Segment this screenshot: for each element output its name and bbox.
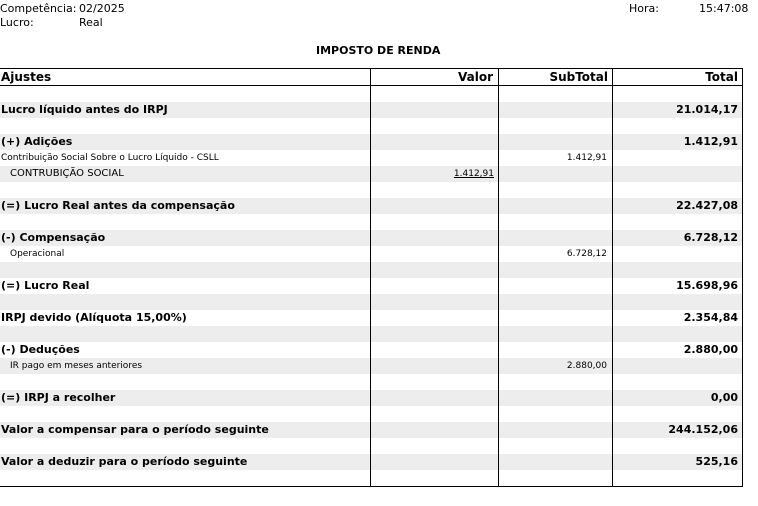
table-row — [0, 102, 742, 118]
column-divider — [370, 68, 371, 487]
column-divider — [612, 68, 613, 487]
table-row — [0, 278, 742, 294]
row-total: 1.412,91 — [683, 135, 738, 148]
table-row — [0, 310, 742, 326]
row-label: (-) Compensação — [1, 231, 106, 244]
column-divider — [498, 68, 499, 487]
row-label: Contribuição Social Sobre o Lucro Líquido - CSLL — [1, 153, 219, 163]
row-total: 525,16 — [695, 455, 738, 468]
row-band-shade — [0, 262, 742, 278]
table-row — [0, 454, 742, 470]
row-label: Valor a deduzir para o período seguinte — [1, 455, 248, 468]
header-bottom-border — [0, 85, 743, 86]
row-subtotal: 2.880,00 — [566, 361, 607, 371]
row-label: (-) Deduções — [1, 343, 80, 356]
table-row — [0, 134, 742, 150]
report-table — [0, 68, 743, 487]
lucro-value: Real — [79, 16, 103, 29]
row-total: 0,00 — [710, 391, 738, 404]
row-total: 2.880,00 — [683, 343, 738, 356]
row-total: 6.728,12 — [683, 231, 738, 244]
hora-label: Hora: — [629, 2, 659, 15]
row-label: CONTRUBIÇÃO SOCIAL — [10, 168, 124, 179]
report-title: IMPOSTO DE RENDA — [316, 44, 441, 57]
competencia-label: Competência: — [0, 2, 77, 15]
table-row — [0, 166, 742, 182]
row-total: 22.427,08 — [676, 199, 738, 212]
table-row — [0, 390, 742, 406]
table-row — [0, 246, 742, 262]
row-label: (=) IRPJ a recolher — [1, 391, 116, 404]
lucro-label: Lucro: — [0, 16, 34, 29]
column-header-subtotal: SubTotal — [549, 70, 608, 84]
row-valor: 1.412,91 — [453, 169, 494, 179]
row-label: Lucro líquido antes do IRPJ — [1, 103, 168, 116]
table-top-border — [0, 68, 743, 69]
row-label: IR pago em meses anteriores — [10, 361, 143, 371]
column-header-total: Total — [705, 70, 738, 84]
competencia-value: 02/2025 — [79, 2, 125, 15]
row-band-shade — [0, 294, 742, 310]
row-label: (=) Lucro Real — [1, 279, 90, 292]
table-row — [0, 358, 742, 374]
row-label: IRPJ devido (Alíquota 15,00%) — [1, 311, 187, 324]
row-total: 2.354,84 — [683, 311, 738, 324]
row-total: 244.152,06 — [668, 423, 738, 436]
row-label: Operacional — [10, 249, 65, 259]
column-header-ajustes: Ajustes — [1, 70, 52, 84]
column-header-valor: Valor — [457, 70, 493, 84]
table-row — [0, 342, 742, 358]
row-subtotal: 6.728,12 — [566, 249, 607, 259]
row-label: Valor a compensar para o período seguinte — [1, 423, 269, 436]
row-label: (+) Adições — [1, 135, 73, 148]
row-band-shade — [0, 326, 742, 342]
hora-value: 15:47:08 — [699, 2, 749, 15]
row-label: (=) Lucro Real antes da compensação — [1, 199, 235, 212]
row-subtotal: 1.412,91 — [566, 153, 607, 163]
table-row — [0, 150, 742, 166]
row-total: 21.014,17 — [676, 103, 738, 116]
table-row — [0, 198, 742, 214]
table-row — [0, 230, 742, 246]
table-row — [0, 422, 742, 438]
row-total: 15.698,96 — [676, 279, 738, 292]
